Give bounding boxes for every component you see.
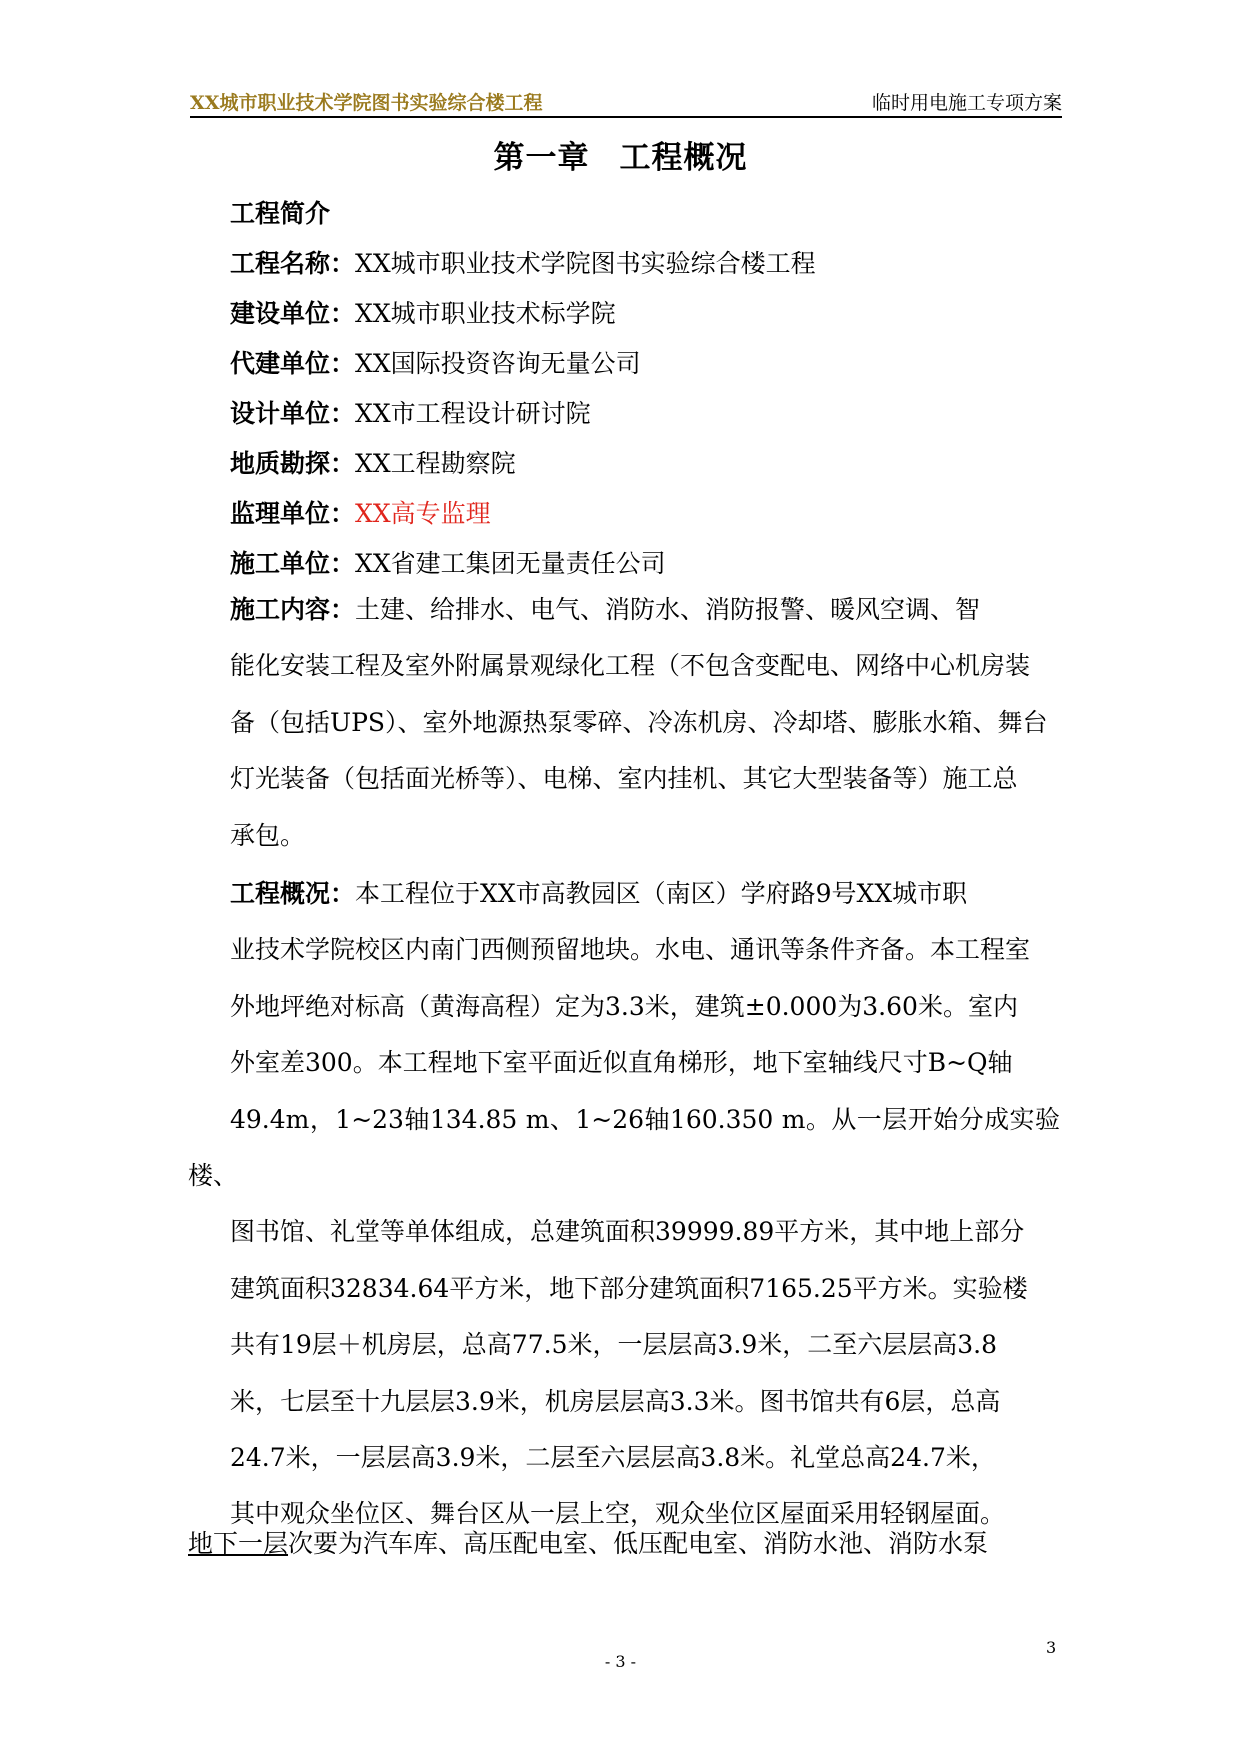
info-line-survey (230, 444, 516, 480)
overview-label: 工程概况： (230, 879, 356, 908)
construction-content-paragraph (188, 582, 1060, 864)
overview-line: 米，七层至十九层层3.9米，机房层层高3.3米。图书馆共有6层，总高 (230, 1386, 1001, 1416)
overview-line: 图书馆、礼堂等单体组成，总建筑面积39999.89平方米，其中地上部分 (230, 1217, 1025, 1247)
content-line: 备（包括UPS）、室外地源热泵零碎、冷冻机房、冷却塔、膨胀水箱、舞台 (230, 707, 1048, 737)
content-line: 能化安装工程及室外附属景观绿化工程（不包含变配电、网络中心机房装 (230, 651, 1031, 681)
basement-underlined: 地下一层 (188, 1529, 289, 1558)
overview-line: 本工程位于XX市高教园区（南区）学府路9号XX城市职 (355, 879, 968, 908)
info-value: XX城市职业技术标学院 (355, 299, 616, 328)
info-value: XX城市职业技术学院图书实验综合楼工程 (355, 249, 816, 278)
info-label: 工程名称： (230, 249, 356, 278)
info-line-contractor (230, 544, 666, 580)
overview-line: 其中观众坐位区、舞台区从一层上空，观众坐位区屋面采用轻钢屋面。 (230, 1499, 1006, 1529)
page-header (190, 88, 1062, 118)
page-number: - 3 - (604, 1652, 637, 1671)
overview-line: 共有19层＋机房层，总高77.5米，一层层高3.9米，二至六层层高3.8 (230, 1330, 997, 1360)
overview-line: 49.4m，1~23轴134.85 m、1~26轴160.350 m。从一层开始分成实验楼、 (188, 1104, 1060, 1191)
basement-line (188, 1524, 988, 1560)
info-value: XX工程勘察院 (355, 449, 516, 478)
overview-line: 外地坪绝对标高（黄海高程）定为3.3米，建筑±0.000为3.60米。室内 (230, 991, 1018, 1021)
header-document-title: 临时用电施工专项方案 (871, 92, 1062, 114)
content-line: 灯光装备（包括面光桥等）、电梯、室内挂机、其它大型装备等）施工总 (230, 764, 1018, 794)
basement-text: 次要为汽车库、高压配电室、低压配电室、消防水池、消防水泵 (288, 1529, 989, 1558)
intro-heading: 工程简介 (230, 199, 331, 228)
info-value: XX国际投资咨询无量公司 (355, 349, 641, 378)
info-line-agent (230, 344, 641, 380)
info-value: XX省建工集团无量责任公司 (355, 549, 666, 578)
corner-page-number: 3 (1046, 1638, 1057, 1657)
info-label: 地质勘探： (230, 449, 356, 478)
info-label: 建设单位： (230, 299, 356, 328)
chapter-heading (0, 132, 1241, 177)
info-value: XX市工程设计研讨院 (355, 399, 591, 428)
info-line-designer (230, 394, 591, 430)
content-line: 土建、给排水、电气、消防水、消防报警、暖风空调、智 (355, 595, 981, 624)
content-label: 施工内容： (230, 595, 356, 624)
info-line-supervisor (230, 494, 491, 530)
chapter-title: 工程概况 (619, 140, 748, 176)
info-line-project-name (230, 244, 816, 280)
chapter-number: 第一章 (493, 140, 590, 176)
info-line-owner (230, 294, 616, 330)
overview-line: 建筑面积32834.64平方米，地下部分建筑面积7165.25平方米。实验楼 (230, 1273, 1028, 1303)
content-line: 承包。 (230, 820, 306, 850)
info-label: 设计单位： (230, 399, 356, 428)
info-value: XX高专监理 (355, 499, 491, 528)
info-label: 施工单位： (230, 549, 356, 578)
header-project-title: XX城市职业技术学院图书实验综合楼工程 (190, 92, 543, 114)
info-label: 监理单位： (230, 499, 356, 528)
info-label: 代建单位： (230, 349, 356, 378)
overview-line: 业技术学院校区内南门西侧预留地块。水电、通讯等条件齐备。本工程室 (230, 935, 1031, 965)
overview-line: 外室差300。本工程地下室平面近似直角梯形，地下室轴线尺寸B~Q轴 (230, 1048, 1013, 1078)
project-overview-paragraph (188, 866, 1060, 1543)
overview-line: 24.7米，一层层高3.9米，二层至六层层高3.8米。礼堂总高24.7米， (230, 1443, 996, 1473)
